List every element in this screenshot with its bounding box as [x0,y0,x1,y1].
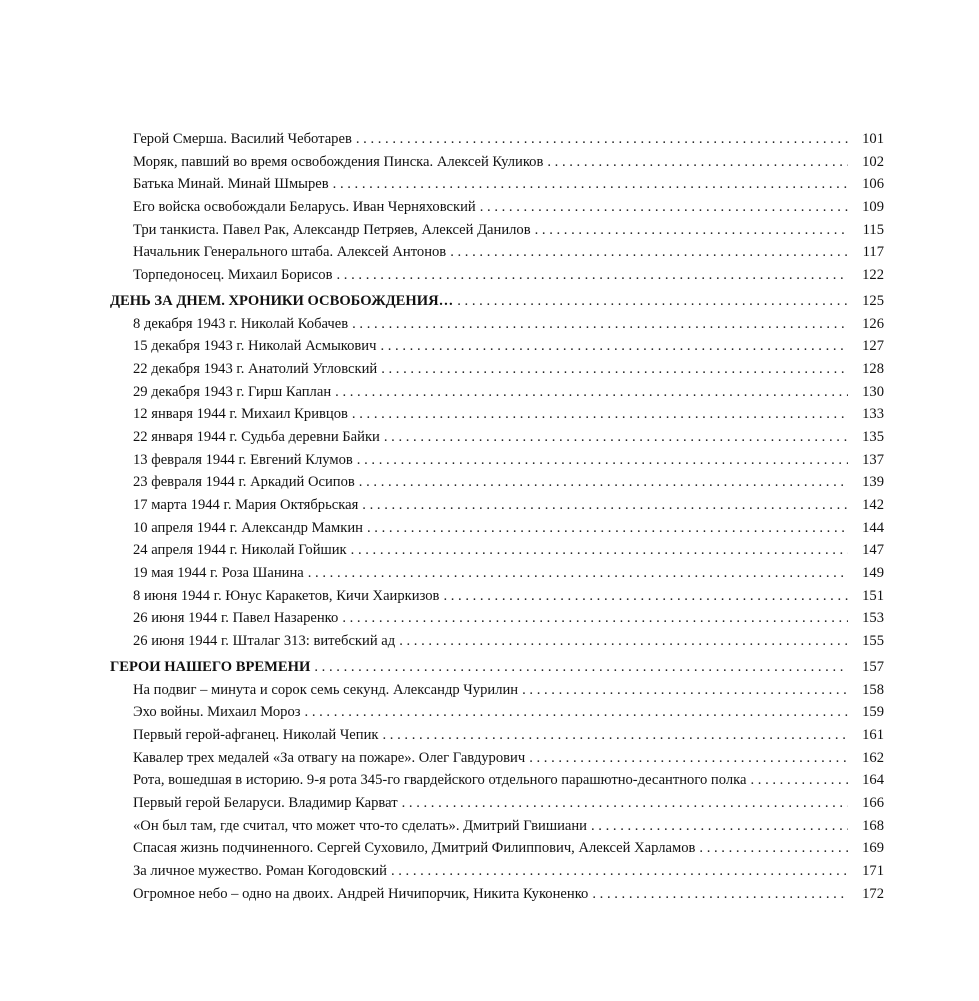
toc-entry-title: 19 мая 1944 г. Роза Шанина [133,565,304,582]
dot-leader [359,471,884,494]
toc-page-number: 149 [848,562,884,585]
toc-page-number: 162 [848,747,884,770]
toc-entry [0,471,979,494]
toc-entry-title: 26 июня 1944 г. Шталаг 313: витебский ад [133,633,396,650]
toc-page-number: 169 [848,837,884,860]
toc-entry-title: 13 февраля 1944 г. Евгений Клумов [133,451,353,468]
toc-entry [0,630,979,653]
toc-page-number: 137 [848,449,884,472]
toc-entry [0,449,979,472]
toc-entry-title: ГЕРОИ НАШЕГО ВРЕМЕНИ [110,658,311,675]
toc-page-number: 117 [848,241,884,264]
toc-entry-title: 23 февраля 1944 г. Аркадий Осипов [133,474,355,491]
toc-entry-title: ДЕНЬ ЗА ДНЕМ. ХРОНИКИ ОСВОБОЖДЕНИЯ… [110,292,454,309]
dot-leader [356,128,884,151]
toc-entry [0,701,979,724]
toc-entry-title: Батька Минай. Минай Шмырев [133,176,329,193]
toc-page-number: 122 [848,264,884,287]
dot-leader [591,815,884,838]
toc-page-number: 109 [848,196,884,219]
toc-section-heading [0,290,979,313]
dot-leader [457,290,884,313]
toc-entry-title: 22 декабря 1943 г. Анатолий Угловский [133,360,378,377]
dot-leader [480,196,884,219]
dot-leader [351,539,884,562]
toc-entry [0,426,979,449]
toc-entry-title: Первый герой Беларуси. Владимир Карват [133,794,398,811]
toc-entry-title: 26 июня 1944 г. Павел Назаренко [133,610,339,627]
dot-leader [357,449,884,472]
toc-entry [0,679,979,702]
toc-entry [0,585,979,608]
toc-page-number: 101 [848,128,884,151]
toc-page-number: 115 [848,219,884,242]
toc-entry [0,403,979,426]
toc-page-number: 172 [848,883,884,906]
toc-page-number: 171 [848,860,884,883]
dot-leader [547,151,884,174]
toc-entry-title: 24 апреля 1944 г. Николай Гойшик [133,542,347,559]
toc-page-number: 147 [848,539,884,562]
toc-entry [0,241,979,264]
toc-entry [0,792,979,815]
toc-entry-title: Герой Смерша. Василий Чеботарев [133,131,352,147]
toc-page-number: 142 [848,494,884,517]
toc-entry-title: 10 апреля 1944 г. Александр Мамкин [133,519,363,536]
toc-page-number: 135 [848,426,884,449]
toc-entry-title: Кавалер трех медалей «За отвагу на пожаре». Олег Гавдурович [133,749,526,766]
toc-entry [0,151,979,174]
dot-leader [335,381,884,404]
toc-entry-title: Моряк, павший во время освобождения Пинска. Алексей Куликов [133,153,544,170]
dot-leader [535,219,884,242]
toc-entry [0,769,979,792]
toc-entry-title: Рота, вошедшая в историю. 9-я рота 345-го гвардейского отдельного парашютно-десантного полка [133,772,747,789]
dot-leader [391,860,884,883]
toc-page-number: 102 [848,151,884,174]
dot-leader [384,426,884,449]
toc-page-number: 144 [848,517,884,540]
toc-page-number: 159 [848,701,884,724]
dot-leader [342,607,884,630]
toc-page-number: 166 [848,792,884,815]
toc-entry [0,313,979,336]
toc-entry-title: 22 января 1944 г. Судьба деревни Байки [133,428,380,445]
dot-leader [443,585,884,608]
toc-page-number: 130 [848,381,884,404]
toc-page-number: 155 [848,630,884,653]
toc-page-number: 128 [848,358,884,381]
toc-page-number: 158 [848,679,884,702]
toc-page-number: 151 [848,585,884,608]
toc-entry-title: Спасая жизнь подчиненного. Сергей Суховило, Дмитрий Филиппович, Алексей Харламов [133,840,696,857]
toc-entry-title: 29 декабря 1943 г. Гирш Каплан [133,383,332,400]
dot-leader [352,313,884,336]
dot-leader [352,403,884,426]
toc-page-number: 127 [848,335,884,358]
toc-entry-title: Торпедоносец. Михаил Борисов [133,267,333,284]
table-of-contents [0,128,979,905]
dot-leader [592,883,884,906]
toc-entry-title: 8 июня 1944 г. Юнус Каракетов, Кичи Хаиркизов [133,587,440,604]
toc-entry-title: На подвиг – минута и сорок семь секунд. Александр Чурилин [133,681,519,698]
toc-entry-title: За личное мужество. Роман Когодовский [133,863,387,879]
toc-entry-title: Начальник Генерального штаба. Алексей Антонов [133,244,447,261]
toc-page-number: 157 [848,656,884,679]
toc-entry-title: Первый герой-афганец. Николай Чепик [133,726,379,743]
toc-entry [0,837,979,860]
toc-entry-title: Его войска освобождали Беларусь. Иван Черняховский [133,199,476,216]
toc-page-number: 126 [848,313,884,336]
toc-section-heading [0,656,979,679]
toc-entry [0,494,979,517]
toc-entry-title: Три танкиста. Павел Рак, Александр Петряев, Алексей Данилов [133,221,531,238]
toc-entry-title: Огромное небо – одно на двоих. Андрей Ничипорчик, Никита Куконенко [133,885,589,902]
toc-entry-title: Эхо войны. Михаил Мороз [133,704,301,721]
toc-page-number: 161 [848,724,884,747]
dot-leader [450,241,884,264]
toc-page-number: 125 [848,290,884,313]
toc-entry-title: 15 декабря 1943 г. Николай Асмыкович [133,338,377,355]
toc-entry-title: «Он был там, где считал, что может что-то сделать». Дмитрий Гвишиани [133,817,587,834]
dot-leader [399,630,884,653]
toc-entry [0,381,979,404]
toc-entry [0,173,979,196]
toc-entry [0,860,979,883]
dot-leader [522,679,884,702]
toc-entry [0,539,979,562]
toc-entry [0,607,979,630]
toc-entry [0,358,979,381]
toc-entry [0,815,979,838]
toc-entry [0,219,979,242]
toc-page-number: 153 [848,607,884,630]
dot-leader [333,173,884,196]
dot-leader [529,747,884,770]
toc-entry [0,747,979,770]
toc-entry-title: 8 декабря 1943 г. Николай Кобачев [133,315,349,332]
toc-entry [0,196,979,219]
toc-entry [0,128,979,151]
toc-entry [0,264,979,287]
dot-leader [380,335,884,358]
toc-page-number: 139 [848,471,884,494]
toc-entry [0,335,979,358]
toc-page-number: 106 [848,173,884,196]
dot-leader [314,656,884,679]
toc-page-number: 164 [848,769,884,792]
dot-leader [367,517,884,540]
dot-leader [305,701,884,724]
dot-leader [308,562,884,585]
dot-leader [381,358,884,381]
dot-leader [383,724,885,747]
dot-leader [337,264,885,287]
toc-entry-title: 17 марта 1944 г. Мария Октябрьская [133,497,359,513]
dot-leader [362,494,884,517]
toc-entry [0,883,979,906]
toc-page-number: 133 [848,403,884,426]
toc-entry [0,724,979,747]
toc-page-number: 168 [848,815,884,838]
toc-entry [0,562,979,585]
toc-entry-title: 12 января 1944 г. Михаил Кривцов [133,406,348,423]
toc-entry [0,517,979,540]
dot-leader [402,792,884,815]
